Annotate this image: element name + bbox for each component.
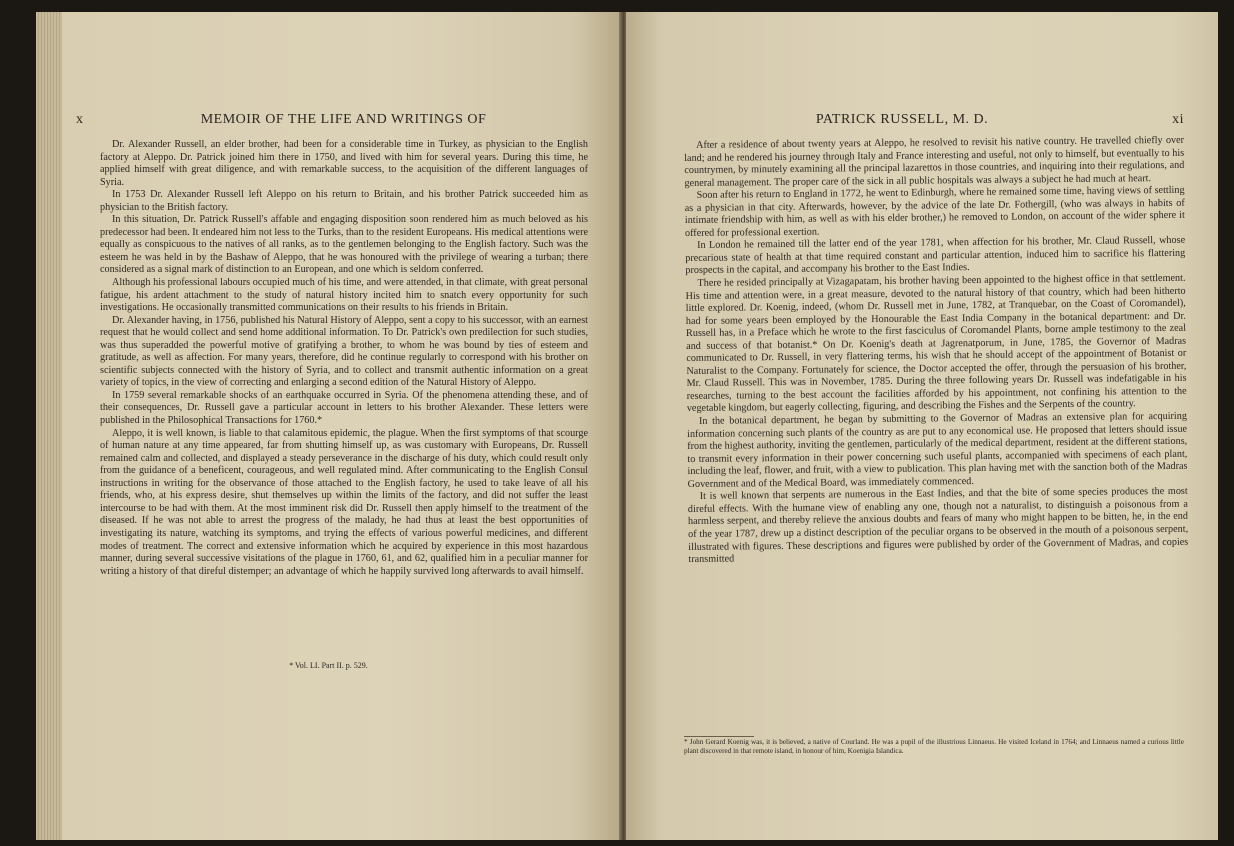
- left-footnote: * Vol. LI. Part II. p. 529.: [289, 661, 368, 670]
- paragraph: In the botanical department, he began by submitting to the Governor of Madras an extensive plan for acquiring information concerning such plants of the country as are put to any economical use. He proposed that letters should issue from the highest authority, inviting the gentlemen, particularly of the medical department, resident at the different stations, to transmit every information in their power concerning such useful plants, accompanied with specimens of each plant, including the leaf, flower, and fruit, with a view to publication. This plan having met with the sanction both of the Madras Government and of the Medical Board, was immediately commenced.: [687, 410, 1188, 490]
- left-page: [36, 12, 621, 840]
- page-edges: [36, 12, 62, 840]
- left-page-header: [36, 112, 621, 132]
- paragraph: Dr. Alexander having, in 1756, published his Natural History of Aleppo, sent a copy to his successor, with an earnest request that he would collect and send home additional information. To Dr. Patrick's own predilection for such studies, was thus superadded the powerful motive of gratifying a brother, to whom he was bound by ties of esteem and gratitude, as well as affection. For many years, therefore, did he continue regularly to correspond with his brother on scientific subjects connected with the history of Syria, and to collect and transmit authentic information on a great variety of topics, in the view of correcting and enlarging a second edition of the Natural History of Aleppo.: [100, 314, 588, 389]
- paragraph: In this situation, Dr. Patrick Russell's affable and engaging disposition soon rendered him as much beloved as his predecessor had been. It endeared him not less to the Turks, than to the resident Europeans. His medical attentions were equally as conspicuous to the natives of all ranks, as to the gentlemen belonging to the English factory. Such was the esteem he was held in by the Bashaw of Aleppo, that he was honoured with the privilege of wearing a turban; there considered as a signal mark of distinction to an European, and one which is seldom conferred.: [100, 214, 588, 276]
- footnote-rule: [684, 736, 754, 737]
- right-page-header: [626, 112, 1218, 132]
- paragraph: In London he remained till the latter end of the year 1781, when affection for his brother, Mr. Claud Russell, whose precarious state of health at that time required constant and particular attention, induced him to sacrifice his flattering prospects in the capital, and accompany his brother to the East Indies.: [685, 235, 1186, 277]
- left-page-body: [100, 139, 588, 578]
- paragraph: Aleppo, it is well known, is liable to that calamitous epidemic, the plague. When the first symptoms of that scourge of human nature at any time appeared, far from shutting himself up, as was customary with Europeans, Dr. Russell remained calm and collected, and displayed a steady perseverance in the discharge of his duty, which could result only from the guidance of a beneficent, courageous, and well regulated mind. After communicating to the English Consul instructions in writing for the observance of those attached to the English factory, he used to take leave of all his friends, who, at his express desire, shut themselves up within the limits of the factory, and did not suffer the least intercourse to be had with them. At the most imminent risk did Dr. Russell then apply himself to the treatment of the diseased. If he was not able to arrest the progress of the malady, he had thus at least the best opportunities of investigating its nature, watching its symptoms, and trying the effects of various powerful medicines, and different modes of treatment. The correct and extensive information which he acquired by experience in this most hazardous manner, during several successive visitations of the plague in 1760, 61, and 62, qualified him in a peculiar manner for writing a history of that direful distemper; an advantage of which he happily survived long afterwards to avail himself.: [100, 427, 588, 577]
- paragraph: In 1759 several remarkable shocks of an earthquake occurred in Syria. Of the phenomena attending these, and of their consequences, Dr. Russell gave a particular account in letters to his brother Alexander. These letters were published in the Philosophical Transactions for 1760.*: [100, 389, 588, 427]
- right-page-body: [684, 135, 1188, 567]
- paragraph: Dr. Alexander Russell, an elder brother, had been for a considerable time in Turkey, as physician to the English factory at Aleppo. Dr. Patrick joined him there in 1750, and lived with him for several years. During this time, he applied himself with great diligence, and with remarkable success, to the acquisition of the different languages of Syria.: [100, 139, 588, 188]
- left-running-title: MEMOIR OF THE LIFE AND WRITINGS OF: [200, 112, 487, 127]
- right-running-title: PATRICK RUSSELL, M. D.: [815, 112, 989, 127]
- paragraph: Soon after his return to England in 1772, he went to Edinburgh, where he remained some time, having views of settling as a physician in that city. Afterwards, however, by the advice of the late Dr. Fothergill, (who was always in habits of intimate friendship with him, as well as with his elder brother,) he removed to London, on account of the wider sphere it offered for professional exertion.: [684, 184, 1185, 239]
- paragraph: In 1753 Dr. Alexander Russell left Aleppo on his return to Britain, and his brother Patrick succeeded him as physician to the British factory.: [100, 189, 588, 213]
- paragraph: There he resided principally at Vizagapatam, his brother having been appointed to the highest office in that settlement. His time and attention were, in a great measure, devoted to the natural history of that country, which had been hitherto little explored. Dr. Koenig, indeed, (whom Dr. Russell met in June, 1782, at Tranquebar, on the Coast of Coromandel), had for some years been employed by the Honourable the East India Company in the botanical department: and Dr. Russell has, in a Preface which he wrote to the first fasciculus of Coromandel Plants, borne ample testimony to the zeal and success of that botanist.* On Dr. Koenig's death at Jagrenatporum, in June, 1785, the Governor of Madras communicated to Dr. Russell, in very flattering terms, his wish that he should accept of the appointment of Botanist or Naturalist to the Company. Fortunately for science, the Doctor accepted the offer, through the persuasion of his brother, Mr. Claud Russell. This was in November, 1785. During the three following years Dr. Russell was indefatigable in his researches, turning to the best account the facilities afforded by his appointment, not confining his attention to the vegetable kingdom, but eagerly collecting, figuring, and describing the Fishes and the Serpents of the country.: [685, 272, 1187, 415]
- paragraph: After a residence of about twenty years at Aleppo, he resolved to revisit his native country. He travelled chiefly over land; and he rendered his journey through Italy and France interesting and useful, not only to himself, but eventually to his countrymen, by minutely examining all the principal lazarettos in those countries, and inquiring into their regulations, and general management. The proper care of the sick in all public hospitals was always a subject he had much at heart.: [684, 134, 1185, 189]
- right-page-number: xi: [1172, 112, 1184, 127]
- paragraph: Although his professional labours occupied much of his time, and were attended, in that climate, with great personal fatigue, his ardent attachment to the study of natural history incited him to snatch every opportunity for such investigations. He occasionally transmitted communications on their results to his friends in Britain.: [100, 277, 588, 314]
- right-page: [626, 12, 1218, 840]
- right-footnote: * John Gerard Koenig was, it is believed, a native of Courland. He was a pupil of the illustrious Linnaeus. He visited Iceland in 1764; and Linnaeus named a curious little plant discovered in that remote island, in honour of him, Koenigia Islandica.: [684, 738, 1184, 756]
- left-page-number: x: [76, 112, 84, 127]
- paragraph: It is well known that serpents are numerous in the East Indies, and that the bite of some species produces the most direful effects. With the humane view of enabling any one, though not a naturalist, to distinguish a poisonous from a harmless serpent, and thereby relieve the anxious doubts and fears of many who might happen to be bitten, he, in the end of the year 1787, drew up a distinct description of the peculiar organs to be observed in the mouth of a poisonous serpent, illustrated with figures. These descriptions and figures were published by order of the Government of Madras, and copies transmitted: [687, 486, 1189, 566]
